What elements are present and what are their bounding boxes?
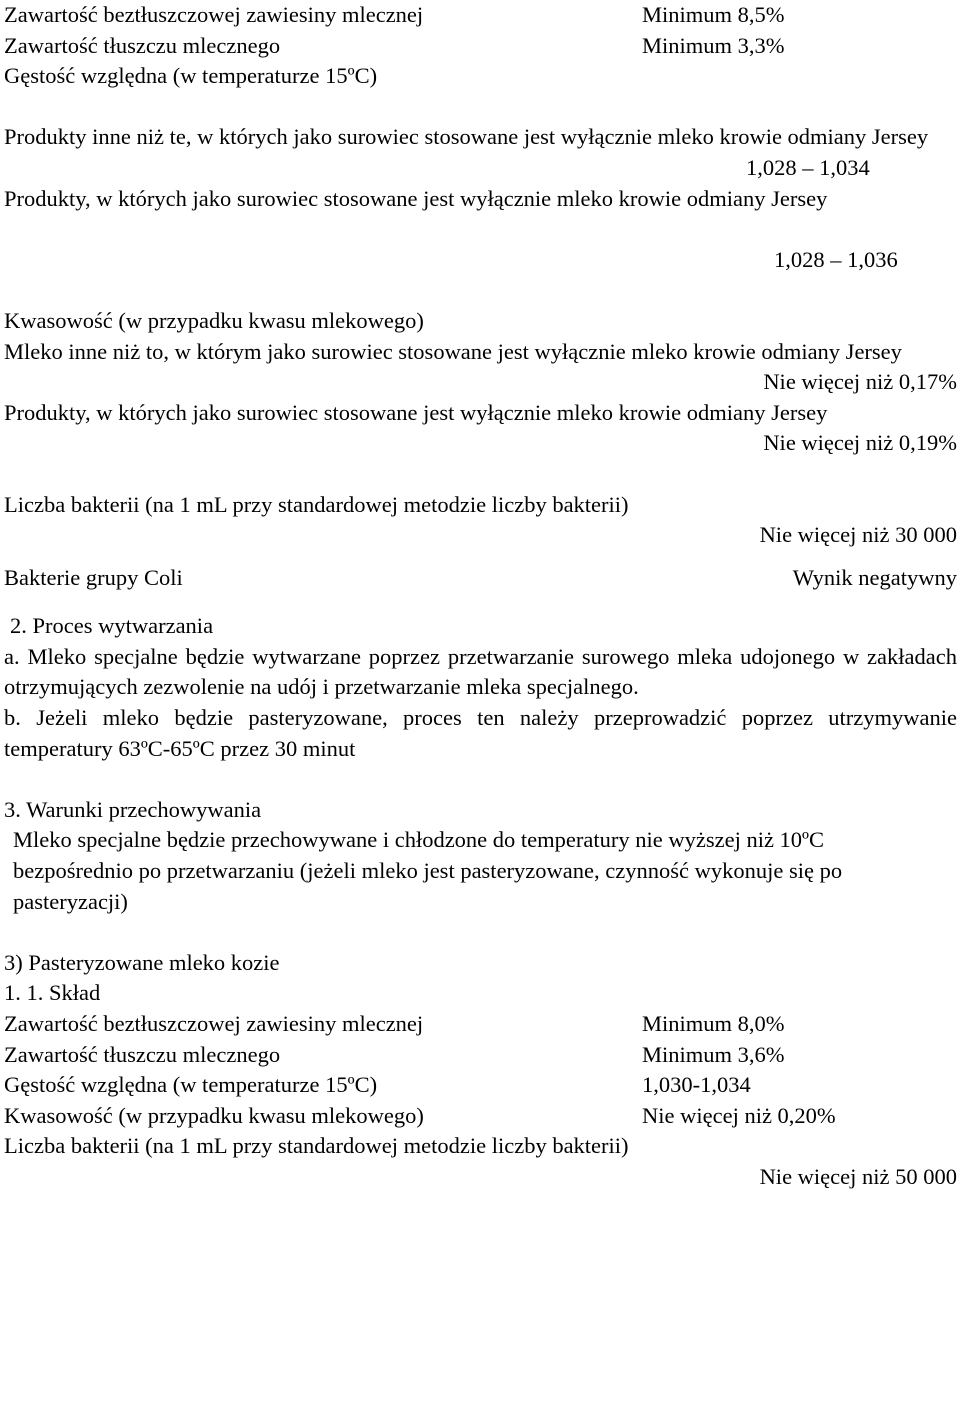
composition-heading: 1. 1. Skład bbox=[4, 980, 101, 1006]
goat-acidity-row bbox=[4, 1101, 957, 1132]
density-b-value-row bbox=[4, 245, 957, 276]
density-a-value-row bbox=[4, 153, 957, 184]
milk-fat-label: Zawartość tłuszczu mlecznego bbox=[4, 32, 281, 58]
milk-fat-row bbox=[4, 31, 957, 62]
goat-acidity-label: Kwasowość (w przypadku kwasu mlekowego) bbox=[4, 1102, 424, 1128]
nonfat-solids-value: Minimum 8,5% bbox=[642, 2, 785, 27]
goat-bacteria-row bbox=[4, 1131, 957, 1162]
bacteria-row bbox=[4, 490, 957, 521]
acidity-b-text: Produkty, w których jako surowiec stosowane jest wyłącznie mleko krowie odmiany Jersey bbox=[4, 399, 828, 425]
storage-heading: 3. Warunki przechowywania bbox=[4, 796, 262, 822]
goat-nonfat-row bbox=[4, 1009, 957, 1040]
goat-density-label: Gęstość względna (w temperaturze 15ºC) bbox=[4, 1072, 378, 1098]
coli-row bbox=[4, 563, 957, 594]
nonfat-solids-row bbox=[4, 0, 957, 31]
bacteria-label: Liczba bakterii (na 1 mL przy standardowej metodzie liczby bakterii) bbox=[4, 491, 629, 517]
storage-text: Mleko specjalne będzie przechowywane i chłodzone do temperatury nie wyższej niż 10ºC bezpośrednio po przetwarzaniu (jeżeli mleko jest pasteryzowane, czynność wykonuje się po pasteryzacji) bbox=[13, 827, 843, 914]
goat-density-row bbox=[4, 1070, 957, 1101]
goat-density-value: 1,030-1,034 bbox=[642, 1072, 751, 1098]
process-a: a. Mleko specjalne będzie wytwarzane poprzez przetwarzanie surowego mleka udojonego w zakładach otrzymujących zezwolenie na udój i przetwarzanie mleka specjalnego. bbox=[4, 643, 957, 700]
bacteria-value: Nie więcej niż 30 000 bbox=[759, 522, 957, 548]
milk-fat-value: Minimum 3,3% bbox=[642, 32, 785, 58]
goat-fat-value: Minimum 3,6% bbox=[642, 1041, 785, 1067]
nonfat-solids-label: Zawartość beztłuszczowej zawiesiny mlecznej bbox=[4, 2, 424, 27]
density-row bbox=[4, 61, 957, 92]
density-b-text: Produkty, w których jako surowiec stosowane jest wyłącznie mleko krowie odmiany Jersey bbox=[4, 185, 828, 211]
density-a-value: 1,028 – 1,034 bbox=[746, 154, 870, 180]
acidity-b-value: Nie więcej niż 0,19% bbox=[763, 430, 957, 456]
goat-milk-heading: 3) Pasteryzowane mleko kozie bbox=[4, 949, 280, 975]
goat-bacteria-value: Nie więcej niż 50 000 bbox=[759, 1163, 957, 1189]
goat-fat-row bbox=[4, 1040, 957, 1071]
acidity-a-value: Nie więcej niż 0,17% bbox=[763, 369, 957, 395]
acidity-heading-row bbox=[4, 306, 957, 337]
coli-label: Bakterie grupy Coli bbox=[4, 564, 183, 590]
goat-acidity-value: Nie więcej niż 0,20% bbox=[642, 1102, 836, 1128]
goat-bacteria-label: Liczba bakterii (na 1 mL przy standardowej metodzie liczby bakterii) bbox=[4, 1133, 629, 1159]
coli-value: Wynik negatywny bbox=[792, 564, 957, 590]
density-label: Gęstość względna (w temperaturze 15ºC) bbox=[4, 63, 378, 89]
process-heading: 2. Proces wytwarzania bbox=[10, 613, 214, 639]
process-b: b. Jeżeli mleko będzie pasteryzowane, proces ten należy przeprowadzić poprzez utrzymywanie temperatury 63ºC-65ºC przez 30 minut bbox=[4, 705, 957, 761]
goat-nonfat-label: Zawartość beztłuszczowej zawiesiny mlecznej bbox=[4, 1011, 424, 1036]
goat-nonfat-value: Minimum 8,0% bbox=[642, 1011, 785, 1036]
goat-fat-label: Zawartość tłuszczu mlecznego bbox=[4, 1041, 281, 1067]
acidity-heading: Kwasowość (w przypadku kwasu mlekowego) bbox=[4, 307, 424, 333]
density-a-text: Produkty inne niż te, w których jako surowiec stosowane jest wyłącznie mleko krowie odmiany Jersey bbox=[4, 124, 929, 150]
acidity-a-text: Mleko inne niż to, w którym jako surowiec stosowane jest wyłącznie mleko krowie odmiany Jersey bbox=[4, 338, 902, 364]
density-b-value: 1,028 – 1,036 bbox=[774, 246, 898, 272]
